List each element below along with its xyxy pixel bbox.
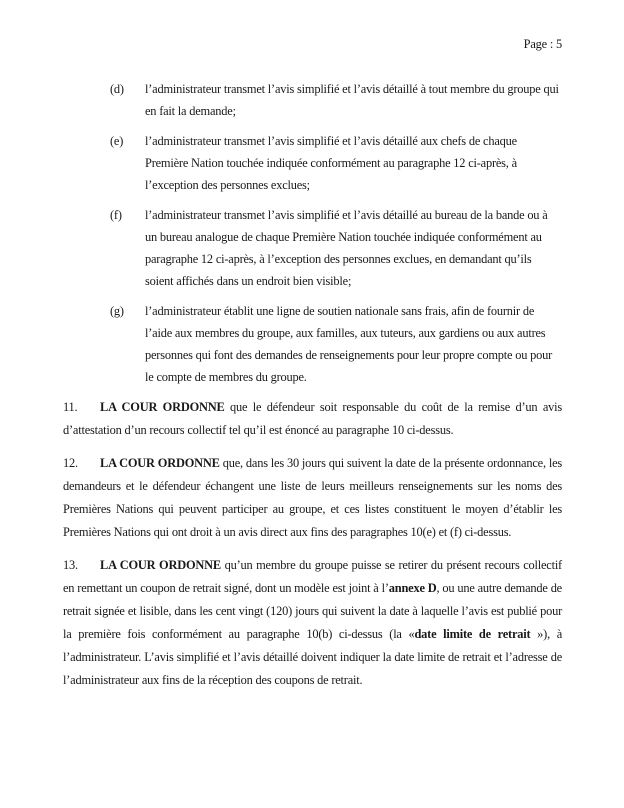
order-paragraph-11 <box>63 396 562 442</box>
paragraph-text: LA COUR ORDONNE qu’un membre du groupe puisse se retirer du présent recours collectif en remettant un coupon de retrait signé, dont un modèle est joint à l’annexe D, ou une autre demande de retrait signée et lisible, dans les cent vingt (120) jours qui suivent la date à laquelle l’avis est publié pour la première fois conformément au paragraphe 10(b) ci-dessus (la «date limite de retrait »), à l’administrateur. L’avis simplifié et l’avis détaillé doivent indiquer la date limite de retrait et l’adresse de l’administrateur aux fins de la réception des coupons de retrait. <box>63 558 563 687</box>
order-paragraph-13 <box>63 554 562 692</box>
page-number-label: Page : 5 <box>523 37 562 51</box>
subparagraph-list <box>63 78 562 388</box>
list-item-text: l’administrateur transmet l’avis simplifié et l’avis détaillé aux chefs de chaque Première Nation touchée indiquée conformément au paragraphe 12 ci-après, à l’exception des personnes exclues; <box>145 134 517 192</box>
list-item-e <box>110 130 562 196</box>
paragraph-number: 11. <box>63 400 78 414</box>
list-item-label: (g) <box>110 304 124 318</box>
list-item-label: (f) <box>110 208 122 222</box>
paragraph-text: LA COUR ORDONNE que le défendeur soit responsable du coût de la remise d’un avis d’attestation d’un recours collectif tel qu’il est énoncé au paragraphe 10 ci-dessus. <box>63 400 562 437</box>
list-item-f <box>110 204 562 292</box>
list-item-d <box>110 78 562 122</box>
order-paragraph-12 <box>63 452 562 544</box>
list-item-text: l’administrateur transmet l’avis simplifié et l’avis détaillé au bureau de la bande ou à un bureau analogue de chaque Première Nation touchée indiquée conformément au paragraphe 12 ci-après, à l’exception des personnes exclues, en demandant qu’ils soient affichés dans un endroit bien visible; <box>145 208 548 288</box>
list-item-text: l’administrateur établit une ligne de soutien nationale sans frais, afin de fournir de l’aide aux membres du groupe, aux familles, aux tuteurs, aux gardiens ou aux autres personnes qui font des demandes de renseignements pour leur propre compte ou pour le compte de membres du groupe. <box>145 304 553 384</box>
paragraph-number: 13. <box>63 558 78 572</box>
list-item-label: (d) <box>110 82 124 96</box>
list-item-text: l’administrateur transmet l’avis simplifié et l’avis détaillé à tout membre du groupe qui en fait la demande; <box>145 82 559 118</box>
paragraph-number: 12. <box>63 456 78 470</box>
paragraph-text: LA COUR ORDONNE que, dans les 30 jours qui suivent la date de la présente ordonnance, les demandeurs et le défendeur échangent une liste de leurs meilleurs renseignements sur les noms des Premières Nations qui peuvent participer au groupe, et ces listes constituent le moyen d’établir les Premières Nations qui ont droit à un avis direct aux fins des paragraphes 10(e) et (f) ci-dessus. <box>63 456 563 539</box>
list-item-g <box>110 300 562 388</box>
list-item-label: (e) <box>110 134 124 148</box>
